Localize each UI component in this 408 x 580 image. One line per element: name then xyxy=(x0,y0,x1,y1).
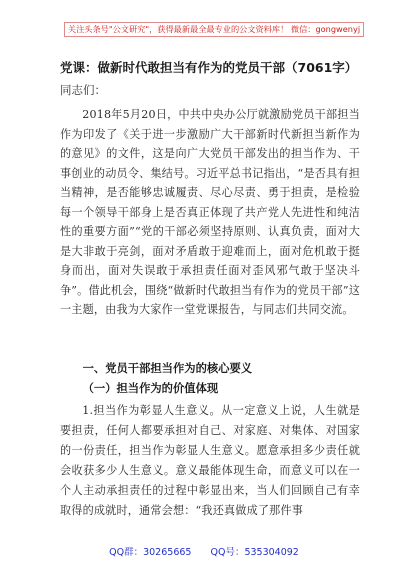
promo-banner: 关注头条号"公文研究"，获得最新最全最专业的公文资料库！ 微信：gongwenyj xyxy=(64,22,364,37)
subsection-heading: （一）担当作为的价值体现 xyxy=(82,382,219,395)
footer xyxy=(0,544,408,558)
document-title: 党课：做新时代敢担当有作为的党员干部（7061字） xyxy=(60,60,358,75)
salutation: 同志们： xyxy=(60,83,106,97)
intro-section xyxy=(60,105,360,320)
subsection-body xyxy=(60,401,360,521)
qq-group: QQ群：30265665 xyxy=(109,547,192,558)
intro-paragraph: 2018年5月20日，中共中央办公厅就激励党员干部担当作为印发了《关于进一步激励广大干部新时代新担当新作为的意见》的文件，这是向广大党员干部发出的担当作为、干事创业的动员令、集结号。习近平总书记指出，“是否具有担当精神，是否能够忠诚履责、尽心尽责、勇于担责，是检验每一个领导干部身上是否真正体现了共产党人先进性和纯洁性的重要方面”“党的干部必须坚持原则、认真负责，面对大是大非敢于亮剑，面对矛盾敢于迎难而上，面对危机敢于挺身而出，面对失误敢于承担责任面对歪风邪气敢于坚决斗争”。借此机会，围绕“做新时代敢担当有作为的党员干部”这一主题，由我为大家作一堂党课报告，与同志们共同交流。 xyxy=(60,108,360,316)
paragraph: 1.担当作为彰显人生意义。从一定意义上说，人生就是要担责，任何人都要承担对自己、对家庭、对集体、对国家的一份责任，担当作为彰显人生意义。愿意承担多少责任就会收获多少人生意义。意义最能体现生命，而意义可以在一个人主动承担责任的过程中彰显出来，当人们回顾自己有幸取得的成就时，通常会想：“我还真做成了那件事 xyxy=(60,404,360,517)
section-heading: 一、党员干部担当作为的核心要义 xyxy=(82,362,253,375)
qq-number: QQ号：535304092 xyxy=(210,547,299,558)
